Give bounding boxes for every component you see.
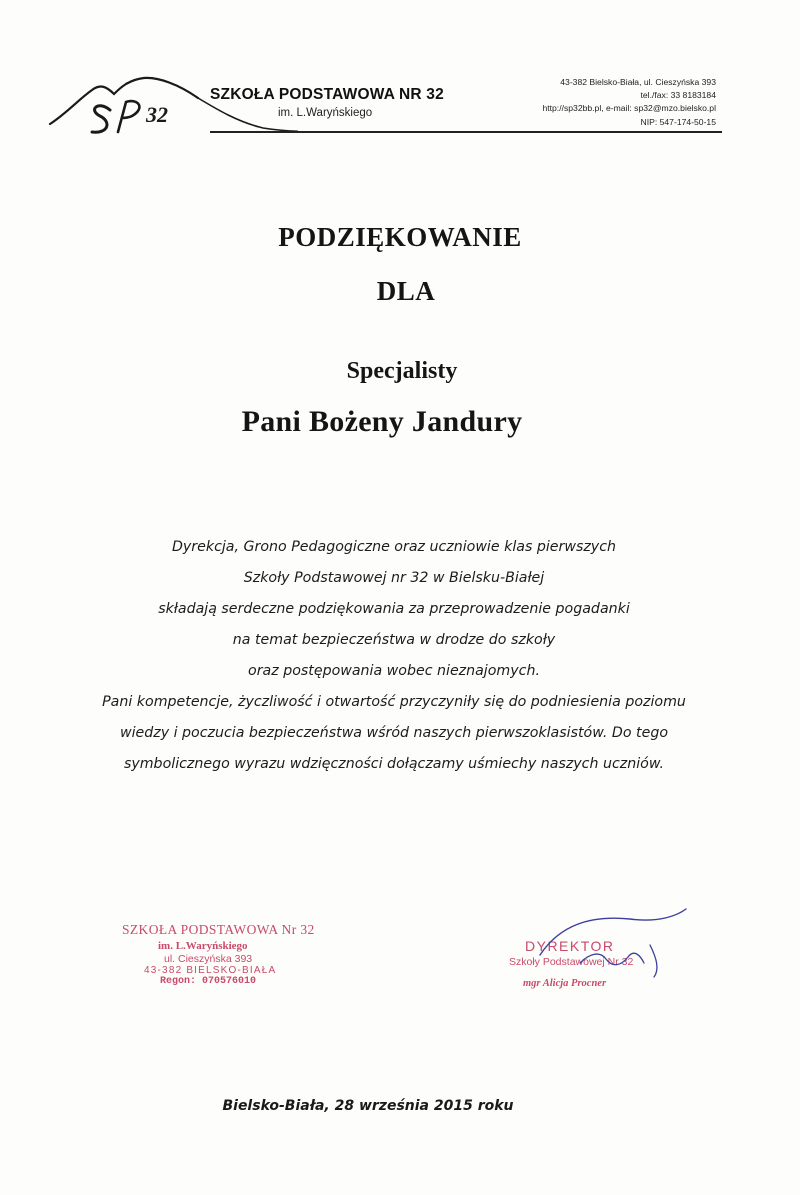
- stamp-school-name: SZKOŁA PODSTAWOWA Nr 32: [122, 922, 315, 937]
- stamp-street: ul. Cieszyńska 393: [164, 953, 253, 965]
- header-divider: [210, 131, 722, 133]
- contact-phone: tel./fax: 33 8183184: [640, 90, 716, 101]
- stamp-regon: Regon: 070576010: [160, 976, 257, 987]
- contact-web-email: http://sp32bb.pl, e-mail: sp32@mzo.bielsko.pl: [542, 103, 716, 114]
- body-line: oraz postępowania wobec nieznajomych.: [248, 663, 540, 679]
- director-name: mgr Alicja Procner: [523, 978, 607, 989]
- document-title: PODZIĘKOWANIE: [278, 222, 522, 252]
- contact-nip: NIP: 547-174-50-15: [640, 116, 716, 127]
- school-stamp: [118, 922, 338, 987]
- stamp-city: 43-382 BIELSKO-BIAŁA: [144, 965, 277, 976]
- recipient-name: Pani Bożeny Jandury: [241, 405, 523, 438]
- body-line: Pani kompetencje, życzliwość i otwartość przyczyniły się do podniesienia poziomu: [102, 694, 686, 710]
- director-school: Szkoły Podstawowej Nr 32: [509, 956, 634, 968]
- logo-number: 32: [146, 102, 168, 127]
- body-line: Dyrekcja, Grono Pedagogiczne oraz uczniowie klas pierwszych: [171, 539, 617, 555]
- body-line: wiedzy i poczucia bezpieczeństwa wśród naszych pierwszoklasistów. Do tego: [119, 725, 669, 741]
- school-patron: im. L.Waryńskiego: [278, 107, 373, 119]
- contact-block: [396, 76, 716, 129]
- date-place: Bielsko-Biała, 28 września 2015 roku: [222, 1098, 514, 1114]
- contact-address: 43-382 Bielsko-Biała, ul. Cieszyńska 393: [560, 77, 716, 87]
- body-line: na temat bezpieczeństwa w drodze do szkoły: [232, 632, 556, 648]
- body-line: składają serdeczne podziękowania za przeprowadzenie pogadanki: [158, 601, 630, 617]
- director-title: DYREKTOR: [525, 938, 615, 954]
- body-line: Szkoły Podstawowej nr 32 w Bielsku-Białej: [243, 570, 545, 586]
- school-name: SZKOŁA PODSTAWOWA NR 32: [210, 86, 444, 103]
- stamp-patron: im. L.Waryńskiego: [158, 940, 248, 952]
- handwritten-signature: [520, 905, 690, 985]
- body-line: symbolicznego wyrazu wdzięczności dołączamy uśmiechy naszych uczniów.: [123, 756, 665, 772]
- letter-body: [20, 532, 768, 780]
- recipient-role: Specjalisty: [346, 358, 458, 384]
- document-title-for: DLA: [376, 276, 436, 306]
